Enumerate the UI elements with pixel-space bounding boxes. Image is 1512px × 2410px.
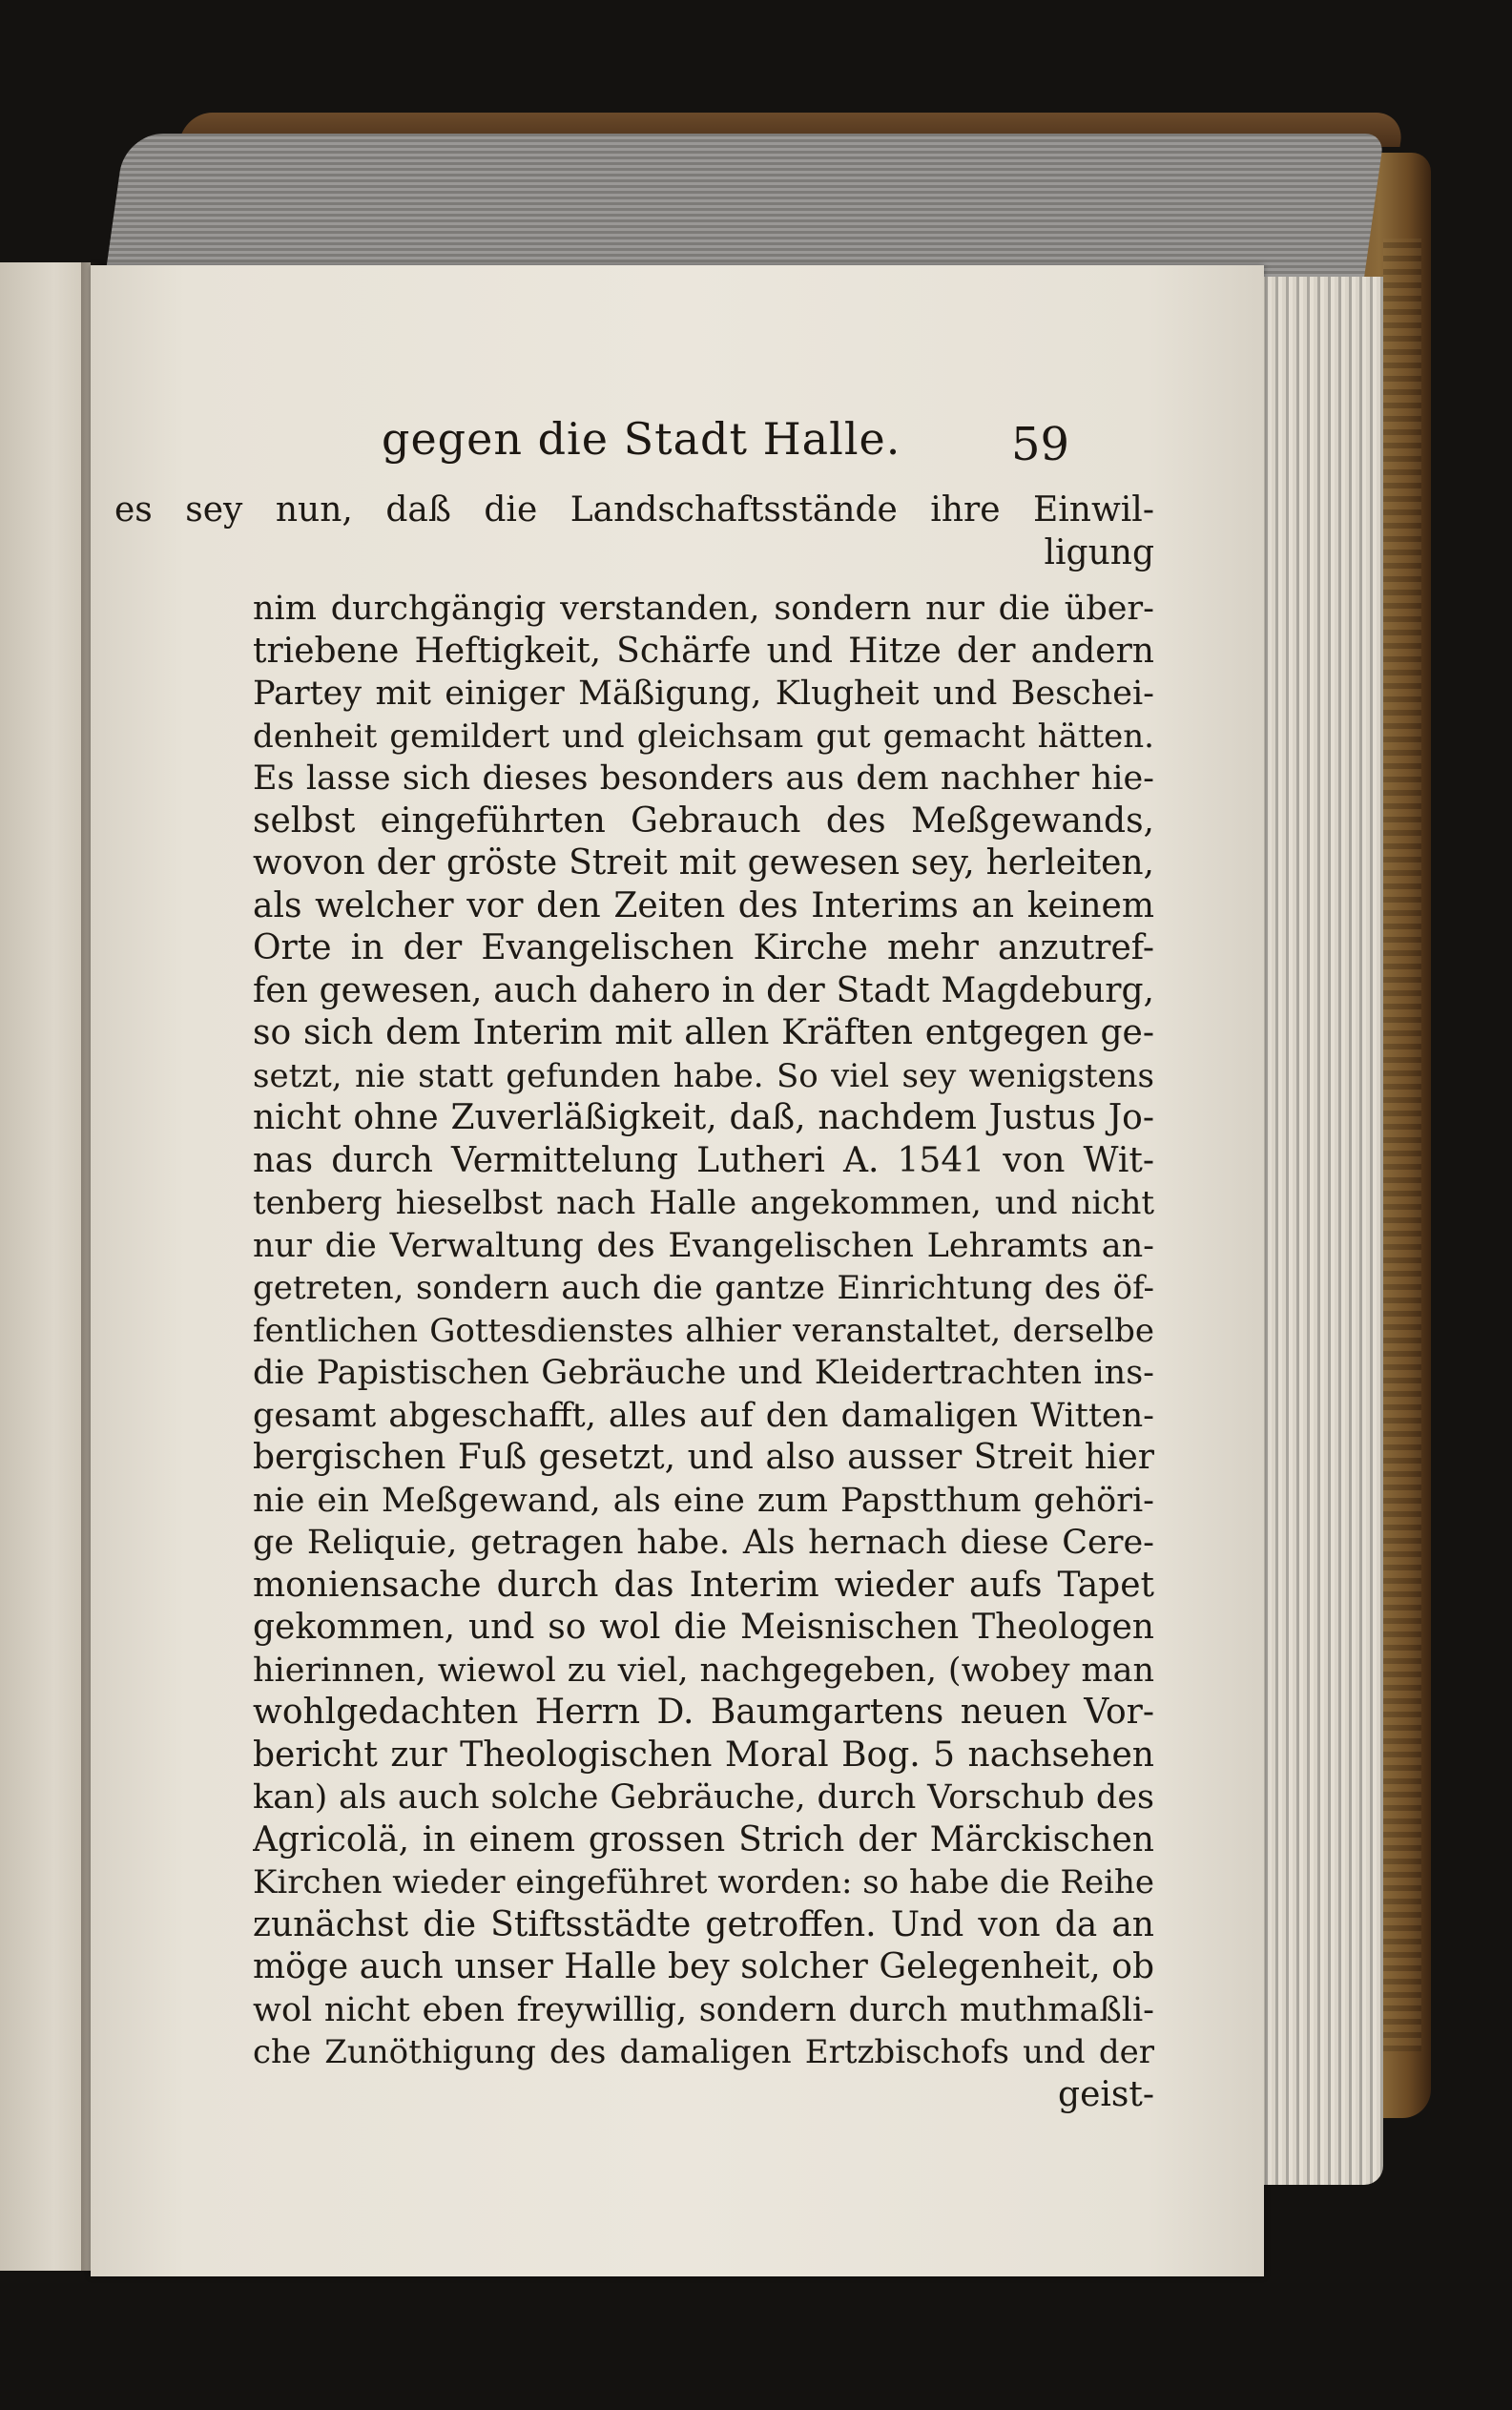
text-line: die Papistischen Gebräuche und Kleidertrachten ins- [253, 1354, 1154, 1392]
text-line: triebene Heftigkeit, Schärfe und Hitze der andern [253, 631, 1154, 671]
cover-texture [1383, 239, 1421, 2051]
book-page [91, 265, 1264, 2276]
text-line: nicht ohne Zuverläßigkeit, daß, nachdem Justus Jo- [253, 1098, 1154, 1137]
text-line: kan) als auch solche Gebräuche, durch Vorschub des [253, 1778, 1154, 1817]
text-line: ge Reliquie, getragen habe. Als hernach diese Cere- [253, 1524, 1154, 1562]
text-line: setzt, nie statt gefunden habe. So viel sey wenigstens [253, 1056, 1154, 1095]
text-line: hierinnen, wiewol zu viel, nachgegeben, (wobey man [253, 1651, 1154, 1690]
text-line: wol nicht eben freywillig, sondern durch muthmaßli- [253, 1990, 1154, 2029]
text-line: gesamt abgeschafft, alles auf den damaligen Witten- [253, 1396, 1154, 1435]
text-line: Partey mit einiger Mäßigung, Klugheit und Beschei- [253, 675, 1154, 713]
text-line: bericht zur Theologischen Moral Bog. 5 nachsehen [253, 1735, 1154, 1775]
text-line: Es lasse sich dieses besonders aus dem nachher hie- [253, 759, 1154, 798]
text-line: denheit gemildert und gleichsam gut gemacht hätten. [253, 717, 1154, 756]
text-line: es sey nun, daß die Landschaftsstände ihre Einwil- [114, 490, 1154, 530]
text-line: moniensache durch das Interim wieder aufs Tapet [253, 1565, 1154, 1605]
text-line: Orte in der Evangelischen Kirche mehr anzutref- [253, 928, 1154, 967]
text-line: wovon der gröste Streit mit gewesen sey, herleiten, [253, 843, 1154, 883]
text-line: so sich dem Interim mit allen Kräften entgegen ge- [253, 1013, 1154, 1052]
body-text [114, 489, 1154, 2116]
catchword: geist- [1058, 2074, 1154, 2114]
text-line: getreten, sondern auch die gantze Einrichtung des öf- [253, 1269, 1154, 1307]
page-number: 59 [1011, 418, 1070, 471]
text-line: nie ein Meßgewand, als eine zum Papstthum gehöri- [253, 1481, 1154, 1520]
text-line: Agricolä, in einem grossen Strich der Märckischen [253, 1819, 1154, 1859]
text-line: nas durch Vermittelung Lutheri A. 1541 von Wit- [253, 1140, 1154, 1180]
text-line: fentlichen Gottesdienstes alhier veranstaltet, derselbe [253, 1311, 1154, 1350]
text-line: als welcher vor den Zeiten des Interims an keinem [253, 885, 1154, 925]
text-line: Kirchen wieder eingeführet worden: so habe die Reihe [253, 1863, 1154, 1901]
running-head: gegen die Stadt Halle. [382, 413, 901, 465]
text-line: ligung [1044, 532, 1154, 572]
text-line: wohlgedachten Herrn D. Baumgartens neuen Vor- [253, 1693, 1154, 1732]
text-line: gekommen, und so wol die Meisnischen Theologen [253, 1608, 1154, 1647]
text-line: tenberg hieselbst nach Halle angekommen, und nicht [253, 1184, 1154, 1222]
text-line: nim durchgängig verstanden, sondern nur die über- [253, 590, 1154, 628]
text-line: zunächst die Stiftsstädte getroffen. Und von da an [253, 1904, 1154, 1944]
page-block-top-edge [104, 134, 1384, 286]
text-line: nur die Verwaltung des Evangelischen Lehramts an- [253, 1226, 1154, 1265]
text-line: möge auch unser Halle bey solcher Gelegenheit, ob [253, 1947, 1154, 1986]
text-line: che Zunöthigung des damaligen Ertzbischofs und der [253, 2033, 1154, 2071]
text-line: bergischen Fuß gesetzt, und also ausser Streit hier [253, 1438, 1154, 1477]
previous-page-edge [0, 262, 91, 2271]
text-line: fen gewesen, auch dahero in der Stadt Magdeburg, [253, 970, 1154, 1010]
text-line: selbst eingeführten Gebrauch des Meßgewands, [253, 800, 1154, 841]
